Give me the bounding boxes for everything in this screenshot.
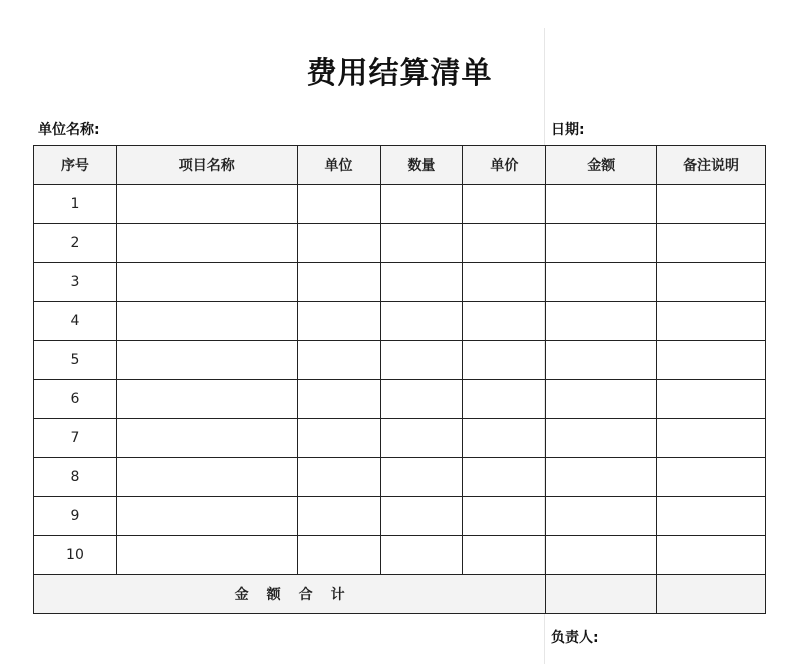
price-cell[interactable] bbox=[463, 185, 546, 224]
unit-name-label: 单位名称: bbox=[38, 122, 100, 138]
amount-cell[interactable] bbox=[546, 497, 657, 536]
unit-cell[interactable] bbox=[297, 419, 380, 458]
column-header: 单位 bbox=[297, 146, 380, 185]
unit-cell[interactable] bbox=[297, 185, 380, 224]
name-cell[interactable] bbox=[116, 341, 297, 380]
table-row bbox=[34, 185, 766, 224]
amount-cell[interactable] bbox=[546, 341, 657, 380]
table-row bbox=[34, 224, 766, 263]
row-number-cell: 7 bbox=[34, 419, 117, 458]
expense-table bbox=[33, 145, 766, 614]
name-cell[interactable] bbox=[116, 263, 297, 302]
remark-cell[interactable] bbox=[657, 302, 766, 341]
amount-cell[interactable] bbox=[546, 263, 657, 302]
price-cell[interactable] bbox=[463, 458, 546, 497]
table-row bbox=[34, 263, 766, 302]
unit-cell[interactable] bbox=[297, 536, 380, 575]
quantity-cell[interactable] bbox=[380, 497, 463, 536]
row-number-cell: 1 bbox=[34, 185, 117, 224]
total-row bbox=[34, 575, 766, 614]
remark-cell[interactable] bbox=[657, 185, 766, 224]
amount-cell[interactable] bbox=[546, 224, 657, 263]
quantity-cell[interactable] bbox=[380, 380, 463, 419]
name-cell[interactable] bbox=[116, 458, 297, 497]
table-row bbox=[34, 341, 766, 380]
name-cell[interactable] bbox=[116, 419, 297, 458]
total-label: 金额合计 bbox=[234, 587, 363, 603]
responsible-person-label: 负责人: bbox=[551, 630, 599, 646]
name-cell[interactable] bbox=[116, 185, 297, 224]
unit-cell[interactable] bbox=[297, 497, 380, 536]
quantity-cell[interactable] bbox=[380, 302, 463, 341]
price-cell[interactable] bbox=[463, 536, 546, 575]
column-header: 金额 bbox=[546, 146, 657, 185]
quantity-cell[interactable] bbox=[380, 224, 463, 263]
remark-cell[interactable] bbox=[657, 536, 766, 575]
unit-cell[interactable] bbox=[297, 263, 380, 302]
unit-cell[interactable] bbox=[297, 341, 380, 380]
unit-cell[interactable] bbox=[297, 302, 380, 341]
row-number-cell: 6 bbox=[34, 380, 117, 419]
price-cell[interactable] bbox=[463, 302, 546, 341]
table-row bbox=[34, 302, 766, 341]
remark-cell[interactable] bbox=[657, 419, 766, 458]
name-cell[interactable] bbox=[116, 536, 297, 575]
price-cell[interactable] bbox=[463, 263, 546, 302]
amount-cell[interactable] bbox=[546, 419, 657, 458]
column-header: 单价 bbox=[463, 146, 546, 185]
unit-cell[interactable] bbox=[297, 380, 380, 419]
table-row bbox=[34, 497, 766, 536]
row-number-cell: 4 bbox=[34, 302, 117, 341]
row-number-cell: 9 bbox=[34, 497, 117, 536]
column-header: 序号 bbox=[34, 146, 117, 185]
quantity-cell[interactable] bbox=[380, 419, 463, 458]
column-header: 数量 bbox=[380, 146, 463, 185]
name-cell[interactable] bbox=[116, 497, 297, 536]
amount-cell[interactable] bbox=[546, 536, 657, 575]
price-cell[interactable] bbox=[463, 380, 546, 419]
name-cell[interactable] bbox=[116, 224, 297, 263]
total-amount-cell[interactable] bbox=[546, 575, 657, 614]
remark-cell[interactable] bbox=[657, 380, 766, 419]
name-cell[interactable] bbox=[116, 380, 297, 419]
row-number-cell: 3 bbox=[34, 263, 117, 302]
table-row bbox=[34, 419, 766, 458]
unit-cell[interactable] bbox=[297, 224, 380, 263]
total-label-cell bbox=[34, 575, 546, 614]
quantity-cell[interactable] bbox=[380, 263, 463, 302]
column-header: 备注说明 bbox=[657, 146, 766, 185]
column-header: 项目名称 bbox=[116, 146, 297, 185]
remark-cell[interactable] bbox=[657, 458, 766, 497]
name-cell[interactable] bbox=[116, 302, 297, 341]
price-cell[interactable] bbox=[463, 341, 546, 380]
row-number-cell: 5 bbox=[34, 341, 117, 380]
remark-cell[interactable] bbox=[657, 224, 766, 263]
table-header-row bbox=[34, 146, 766, 185]
sheet-title: 费用结算清单 bbox=[306, 56, 493, 91]
amount-cell[interactable] bbox=[546, 185, 657, 224]
remark-cell[interactable] bbox=[657, 497, 766, 536]
price-cell[interactable] bbox=[463, 419, 546, 458]
expense-settlement-sheet bbox=[33, 28, 766, 664]
date-label: 日期: bbox=[551, 122, 585, 138]
remark-cell[interactable] bbox=[657, 341, 766, 380]
amount-cell[interactable] bbox=[546, 458, 657, 497]
quantity-cell[interactable] bbox=[380, 536, 463, 575]
table-row bbox=[34, 536, 766, 575]
quantity-cell[interactable] bbox=[380, 341, 463, 380]
row-number-cell: 2 bbox=[34, 224, 117, 263]
row-number-cell: 10 bbox=[34, 536, 117, 575]
unit-cell[interactable] bbox=[297, 458, 380, 497]
remark-cell[interactable] bbox=[657, 263, 766, 302]
table-row bbox=[34, 458, 766, 497]
table-row bbox=[34, 380, 766, 419]
quantity-cell[interactable] bbox=[380, 458, 463, 497]
amount-cell[interactable] bbox=[546, 302, 657, 341]
price-cell[interactable] bbox=[463, 497, 546, 536]
price-cell[interactable] bbox=[463, 224, 546, 263]
total-remark-cell[interactable] bbox=[657, 575, 766, 614]
quantity-cell[interactable] bbox=[380, 185, 463, 224]
amount-cell[interactable] bbox=[546, 380, 657, 419]
row-number-cell: 8 bbox=[34, 458, 117, 497]
